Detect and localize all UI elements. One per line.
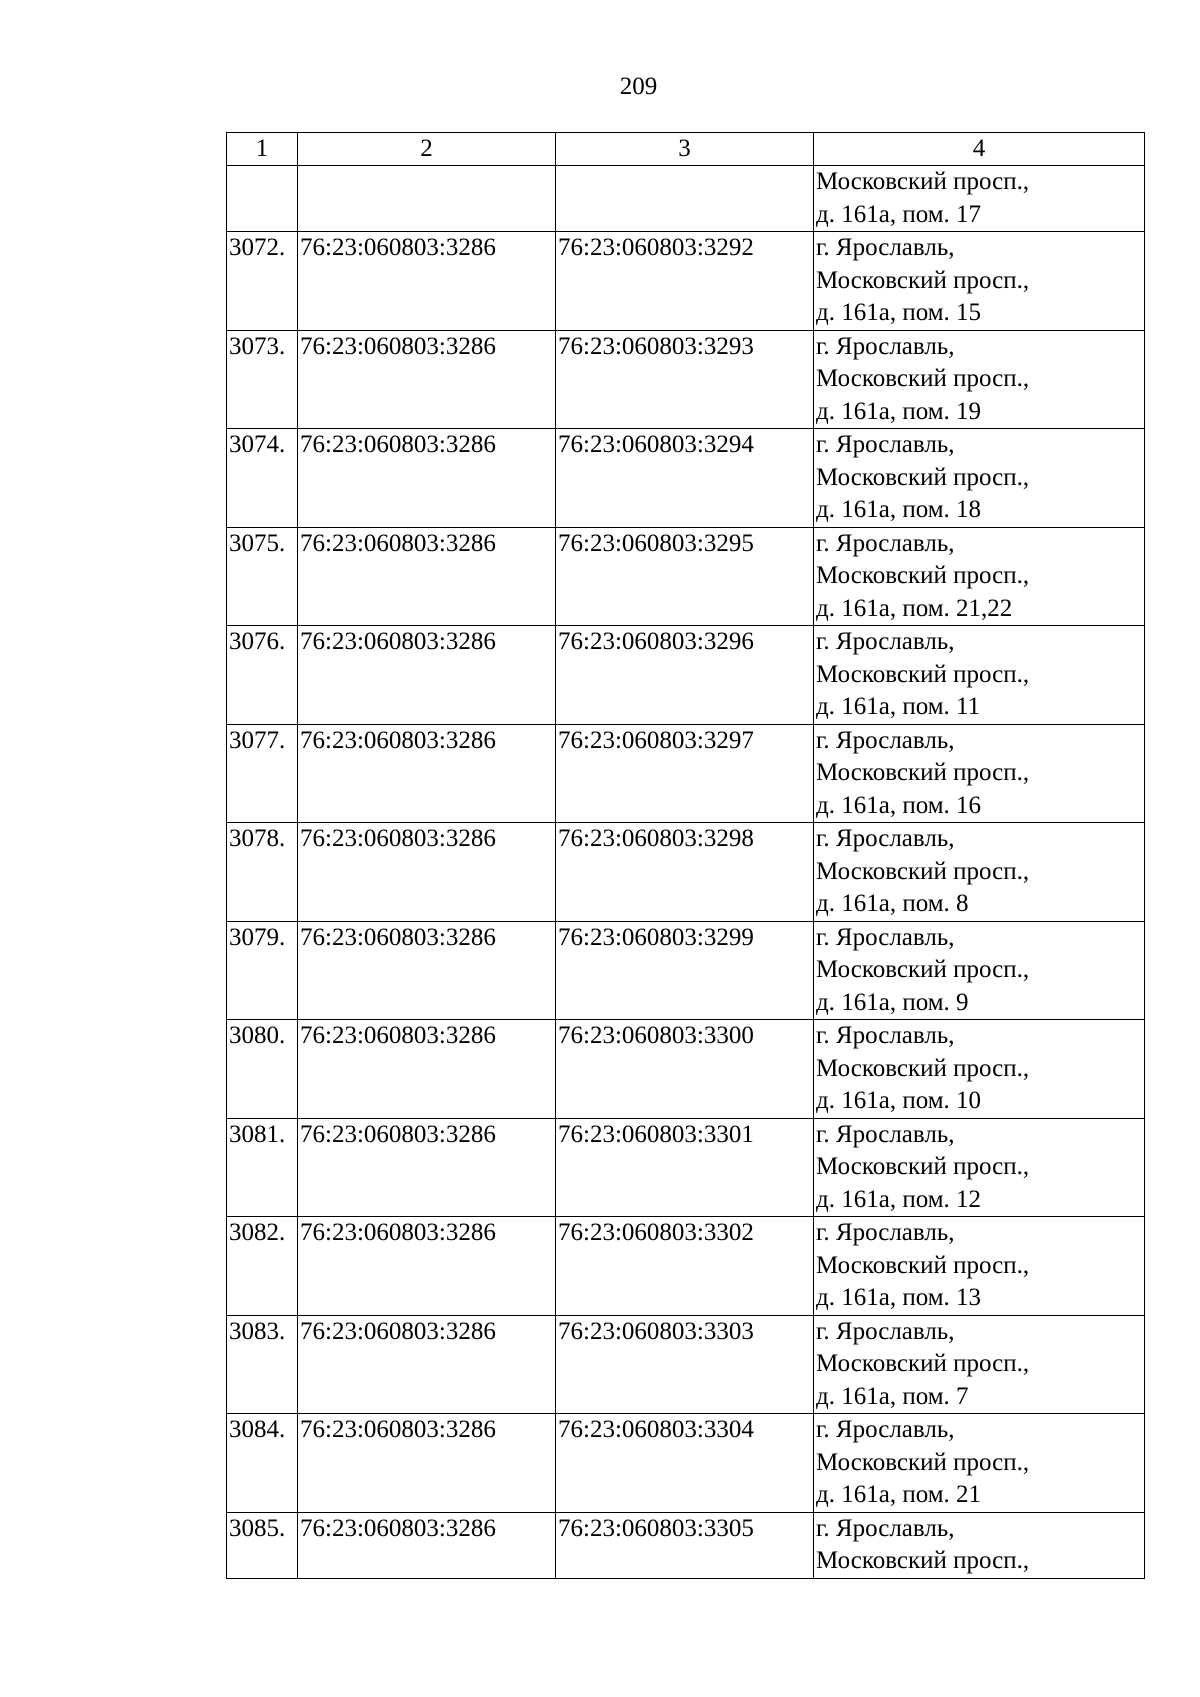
address-line: г. Ярославль, [816, 1416, 955, 1443]
table-row [227, 724, 1145, 823]
cadastral-number-cell: 76:23:060803:3295 [556, 527, 814, 626]
cadastral-number-cell [298, 166, 556, 232]
row-number-cell: 3074. [227, 429, 298, 528]
cadastral-number-cell: 76:23:060803:3301 [556, 1118, 814, 1217]
table-row [227, 429, 1145, 528]
address-line: д. 161а, пом. 18 [816, 496, 982, 523]
address-line: г. Ярославль, [816, 825, 955, 852]
address-line: д. 161а, пом. 7 [816, 1382, 969, 1410]
address-line: Московский просп., [816, 266, 1030, 294]
address-cell [814, 1020, 1145, 1119]
address-line: г. Ярославль, [816, 529, 955, 557]
address-line: д. 161а, пом. 9 [816, 988, 969, 1016]
table-row [227, 1217, 1145, 1316]
row-number-cell: 3073. [227, 330, 298, 429]
address-line: г. Ярославль, [816, 1317, 955, 1345]
table-row [227, 1414, 1145, 1513]
address-cell [814, 166, 1145, 232]
address-line: Московский просп., [816, 759, 1030, 786]
address-line: Московский просп., [816, 857, 1030, 885]
row-number-cell: 3081. [227, 1118, 298, 1217]
address-cell [814, 1414, 1145, 1513]
address-line: д. 161а, пом. 16 [816, 791, 982, 819]
cadastral-number-cell: 76:23:060803:3286 [298, 330, 556, 429]
cadastral-number-cell: 76:23:060803:3286 [298, 1020, 556, 1119]
address-cell [814, 429, 1145, 528]
header-col-1: 1 [227, 133, 298, 166]
cadastral-number-cell: 76:23:060803:3286 [298, 232, 556, 331]
header-col-4: 4 [814, 133, 1145, 166]
row-number-cell [227, 166, 298, 232]
address-cell [814, 921, 1145, 1020]
address-cell [814, 1118, 1145, 1217]
cadastral-number-cell: 76:23:060803:3286 [298, 921, 556, 1020]
row-number-cell: 3083. [227, 1315, 298, 1414]
address-line: Московский просп., [816, 660, 1030, 688]
address-line: г. Ярославль, [816, 332, 955, 360]
address-line: д. 161а, пом. 21,22 [816, 594, 1013, 622]
address-line: г. Ярославль, [816, 1022, 955, 1049]
cadastral-number-cell: 76:23:060803:3296 [556, 626, 814, 725]
address-line: г. Ярославль, [816, 1219, 955, 1246]
table-row [227, 823, 1145, 922]
cadastral-number-cell: 76:23:060803:3305 [556, 1512, 814, 1578]
cadastral-number-cell: 76:23:060803:3299 [556, 921, 814, 1020]
address-line: Московский просп., [816, 168, 1030, 195]
row-number-cell: 3082. [227, 1217, 298, 1316]
address-line: д. 161а, пом. 17 [816, 200, 982, 228]
cadastral-number-cell: 76:23:060803:3286 [298, 1414, 556, 1513]
address-cell [814, 724, 1145, 823]
table-row [227, 1020, 1145, 1119]
registry-table [226, 132, 1145, 1579]
row-number-cell: 3078. [227, 823, 298, 922]
address-line: д. 161а, пом. 21 [816, 1481, 982, 1508]
address-line: Московский просп., [816, 562, 1030, 589]
address-line: д. 161а, пом. 12 [816, 1185, 982, 1213]
cadastral-number-cell: 76:23:060803:3286 [298, 1217, 556, 1316]
address-line: г. Ярославль, [816, 923, 955, 951]
header-col-3: 3 [556, 133, 814, 166]
cadastral-number-cell: 76:23:060803:3286 [298, 1118, 556, 1217]
table-row [227, 921, 1145, 1020]
row-number-cell: 3079. [227, 921, 298, 1020]
cadastral-number-cell: 76:23:060803:3298 [556, 823, 814, 922]
address-line: Московский просп., [816, 463, 1030, 491]
address-line: д. 161а, пом. 10 [816, 1087, 982, 1114]
cadastral-number-cell: 76:23:060803:3286 [298, 527, 556, 626]
address-line: г. Ярославль, [816, 1514, 955, 1542]
cadastral-number-cell: 76:23:060803:3286 [298, 823, 556, 922]
address-line: Московский просп., [816, 1153, 1030, 1180]
address-line: Московский просп., [816, 1448, 1030, 1476]
row-number-cell: 3077. [227, 724, 298, 823]
header-col-2: 2 [298, 133, 556, 166]
cadastral-number-cell: 76:23:060803:3286 [298, 429, 556, 528]
table-row [227, 527, 1145, 626]
cadastral-number-cell: 76:23:060803:3294 [556, 429, 814, 528]
cadastral-number-cell [556, 166, 814, 232]
address-line: г. Ярославль, [816, 234, 955, 261]
address-line: г. Ярославль, [816, 431, 955, 458]
address-line: Московский просп., [816, 365, 1030, 392]
table-row [227, 330, 1145, 429]
row-number-cell: 3084. [227, 1414, 298, 1513]
address-line: г. Ярославль, [816, 628, 955, 655]
address-line: д. 161а, пом. 11 [816, 693, 981, 720]
cadastral-number-cell: 76:23:060803:3286 [298, 1512, 556, 1578]
address-line: Московский просп., [816, 1547, 1030, 1574]
address-cell [814, 1217, 1145, 1316]
row-number-cell: 3080. [227, 1020, 298, 1119]
table-row [227, 1315, 1145, 1414]
cadastral-number-cell: 76:23:060803:3286 [298, 1315, 556, 1414]
address-line: г. Ярославль, [816, 726, 955, 754]
table-row [227, 166, 1145, 232]
cadastral-number-cell: 76:23:060803:3286 [298, 626, 556, 725]
address-cell [814, 527, 1145, 626]
table-row [227, 232, 1145, 331]
address-line: д. 161а, пом. 19 [816, 397, 982, 425]
row-number-cell: 3072. [227, 232, 298, 331]
row-number-cell: 3085. [227, 1512, 298, 1578]
address-line: г. Ярославль, [816, 1120, 955, 1148]
row-number-cell: 3075. [227, 527, 298, 626]
cadastral-number-cell: 76:23:060803:3303 [556, 1315, 814, 1414]
table-row [227, 1512, 1145, 1578]
address-cell [814, 330, 1145, 429]
table-body [227, 166, 1145, 1579]
table-row [227, 1118, 1145, 1217]
cadastral-number-cell: 76:23:060803:3302 [556, 1217, 814, 1316]
address-cell [814, 1512, 1145, 1578]
address-cell [814, 1315, 1145, 1414]
table-row [227, 626, 1145, 725]
address-cell [814, 823, 1145, 922]
address-line: д. 161а, пом. 15 [816, 299, 982, 326]
cadastral-number-cell: 76:23:060803:3297 [556, 724, 814, 823]
address-line: Московский просп., [816, 1350, 1030, 1377]
table-header [227, 133, 1145, 166]
address-cell [814, 232, 1145, 331]
address-line: Московский просп., [816, 956, 1030, 983]
cadastral-number-cell: 76:23:060803:3292 [556, 232, 814, 331]
page-number: 209 [619, 73, 658, 100]
header-row [227, 133, 1145, 166]
address-line: Московский просп., [816, 1251, 1030, 1279]
cadastral-number-cell: 76:23:060803:3286 [298, 724, 556, 823]
address-cell [814, 626, 1145, 725]
address-line: Московский просп., [816, 1054, 1030, 1082]
row-number-cell: 3076. [227, 626, 298, 725]
cadastral-number-cell: 76:23:060803:3304 [556, 1414, 814, 1513]
address-line: д. 161а, пом. 13 [816, 1284, 982, 1311]
cadastral-number-cell: 76:23:060803:3293 [556, 330, 814, 429]
address-line: д. 161а, пом. 8 [816, 890, 969, 917]
cadastral-number-cell: 76:23:060803:3300 [556, 1020, 814, 1119]
